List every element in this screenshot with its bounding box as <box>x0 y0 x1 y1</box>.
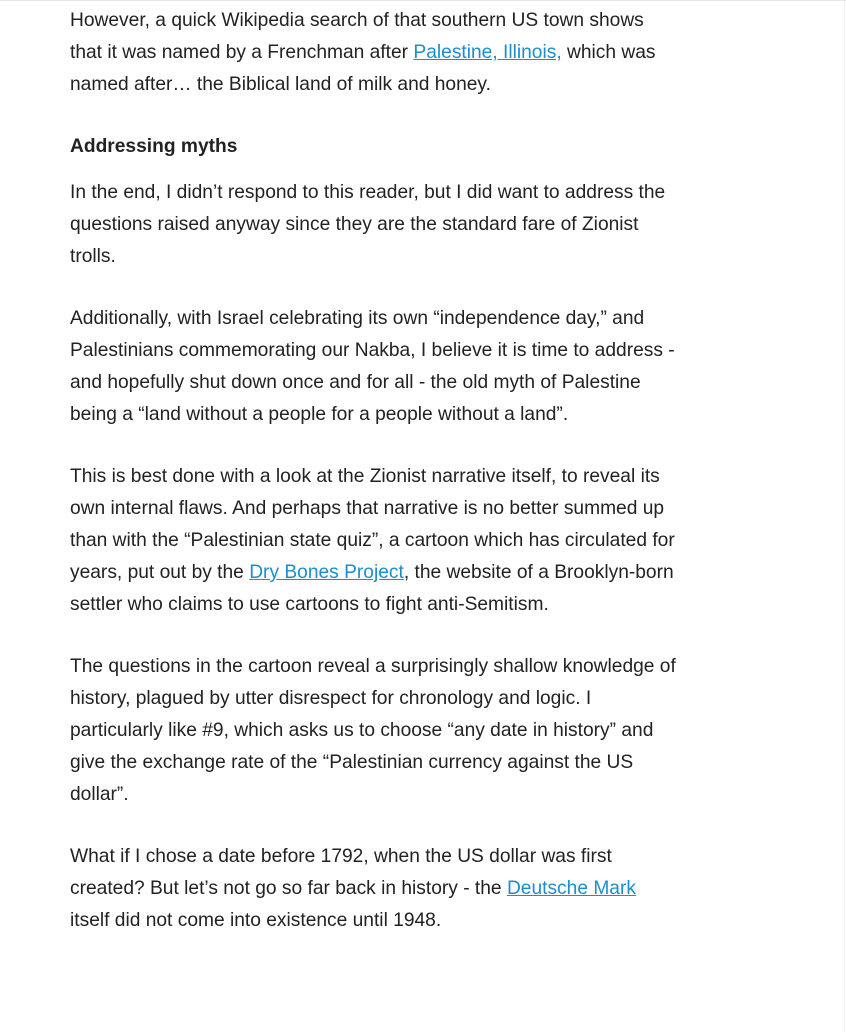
paragraph-text: , the website of a Brooklyn-born settler who claims to use cartoons to fight anti-Semitism. <box>70 562 674 615</box>
article-body <box>70 5 680 967</box>
paragraph-text: which was named after… the Biblical land of milk and honey. <box>70 42 656 95</box>
paragraph-cartoon-questions: The questions in the cartoon reveal a surprisingly shallow knowledge of history, plagued by utter disrespect for chronology and logic. I particularly like #9, which asks us to choose “any date in history” and give the exchange rate of the “Palestinian currency against the US dollar”. <box>70 656 676 805</box>
paragraph-reader-response: In the end, I didn’t respond to this reader, but I did want to address the questions raised anyway since they are the standard fare of Zionist trolls. <box>70 182 666 267</box>
paragraph-independence-day: Additionally, with Israel celebrating its own “independence day,” and Palestinians commemorating our Nakba, I believe it is time to address - and hopefully shut down once and for all - the old myth of Palestine being a “land without a people for a people without a land”. <box>70 308 675 425</box>
top-divider <box>0 0 846 1</box>
paragraph-text: This is best done with a look at the Zionist narrative itself, to reveal its own internal flaws. And perhaps that narrative is no better summed up than with the “Palestinian state quiz”, a cartoon which has circulated for years, put out by the <box>70 466 675 583</box>
section-heading: Addressing myths <box>70 136 238 157</box>
deutsche-mark-link[interactable]: Deutsche Mark <box>506 878 636 899</box>
paragraph-text: itself did not come into existence until 1948. <box>70 910 442 931</box>
dry-bones-project-link[interactable]: Dry Bones Project <box>249 562 404 583</box>
right-divider <box>844 0 845 1032</box>
paragraph-text: What if I chose a date before 1792, when the US dollar was first created? But let’s not go so far back in history - the <box>70 846 612 899</box>
paragraph-zionist-narrative <box>70 461 680 621</box>
paragraph-wikipedia-search <box>70 5 680 101</box>
paragraph-us-dollar <box>70 841 680 937</box>
paragraph-text: However, a quick Wikipedia search of that southern US town shows that it was named by a Frenchman after <box>70 10 644 63</box>
palestine-illinois-link[interactable]: Palestine, Illinois, <box>413 42 562 63</box>
